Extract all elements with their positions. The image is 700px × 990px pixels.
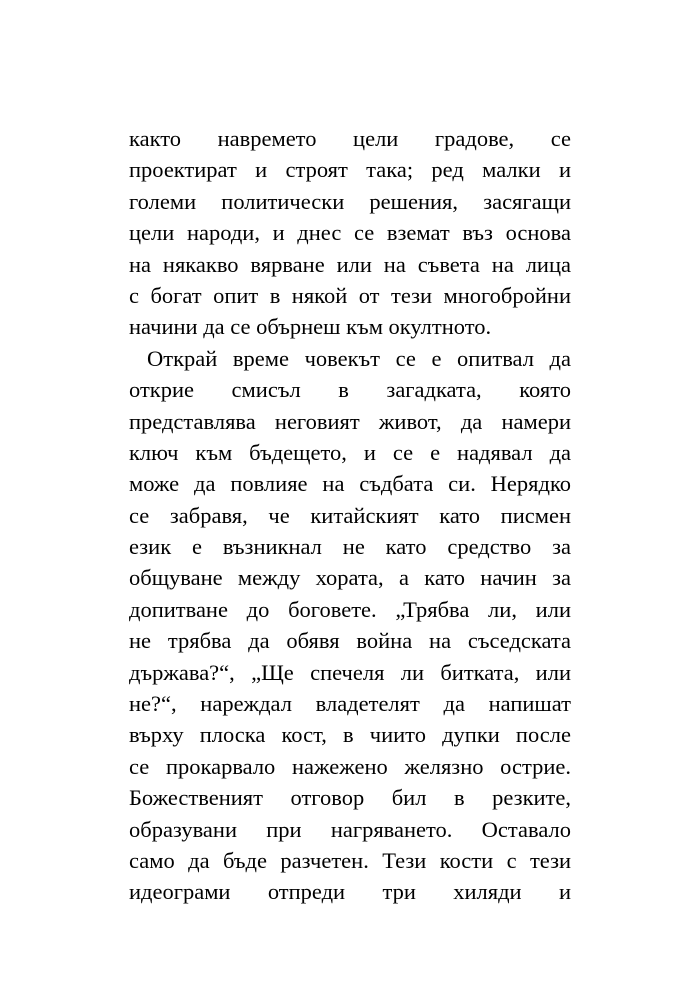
text-line: не трябва да обявя война на съседската <box>129 628 571 654</box>
text-line: образувани при нагряването. Оставало <box>129 816 571 842</box>
text-line: език е възникнал не като средство за <box>129 534 571 560</box>
text-line: допитване до боговете. „Трябва ли, или <box>129 596 571 622</box>
text-line: проектират и строят така; ред малки и <box>129 157 571 183</box>
text-line: се забравя, че китайският като писмен <box>129 502 571 528</box>
text-line: цели народи, и днес се вземат въз основа <box>129 220 571 246</box>
text-line: с богат опит в някой от тези многобройни <box>129 282 571 308</box>
text-line: общуване между хората, а като начин за <box>129 565 571 591</box>
text-line: Божественият отговор бил в резките, <box>129 785 571 811</box>
text-line: държава?“, „Ще спечеля ли битката, или <box>129 659 571 685</box>
text-line: на някакво вярване или на съвета на лица <box>129 251 571 277</box>
text-line: се прокарвало нажежено желязно острие. <box>129 753 571 779</box>
text-line: само да бъде разчетен. Тези кости с тези <box>129 847 571 873</box>
text-line: идеограми отпреди три хиляди и <box>129 879 571 905</box>
text-line: върху плоска кост, в чиито дупки после <box>129 722 571 748</box>
text-line: начини да се обърнеш към окултното. <box>129 314 492 340</box>
text-line: не?“, нареждал владетелят да напишат <box>129 691 571 717</box>
text-line: както навремето цели градове, се <box>129 126 571 151</box>
text-line: представлява неговият живот, да намери <box>129 408 571 434</box>
text-line: големи политически решения, засягащи <box>129 188 571 214</box>
text-line: открие смисъл в загадката, която <box>129 377 571 403</box>
text-line: може да повлияе на съдбата си. Нерядко <box>129 471 571 497</box>
body-text <box>129 123 571 908</box>
paragraph-first-line: Открай време човекът се е опитвал да <box>147 345 571 371</box>
text-line: ключ към бъдещето, и се е надявал да <box>129 439 571 465</box>
